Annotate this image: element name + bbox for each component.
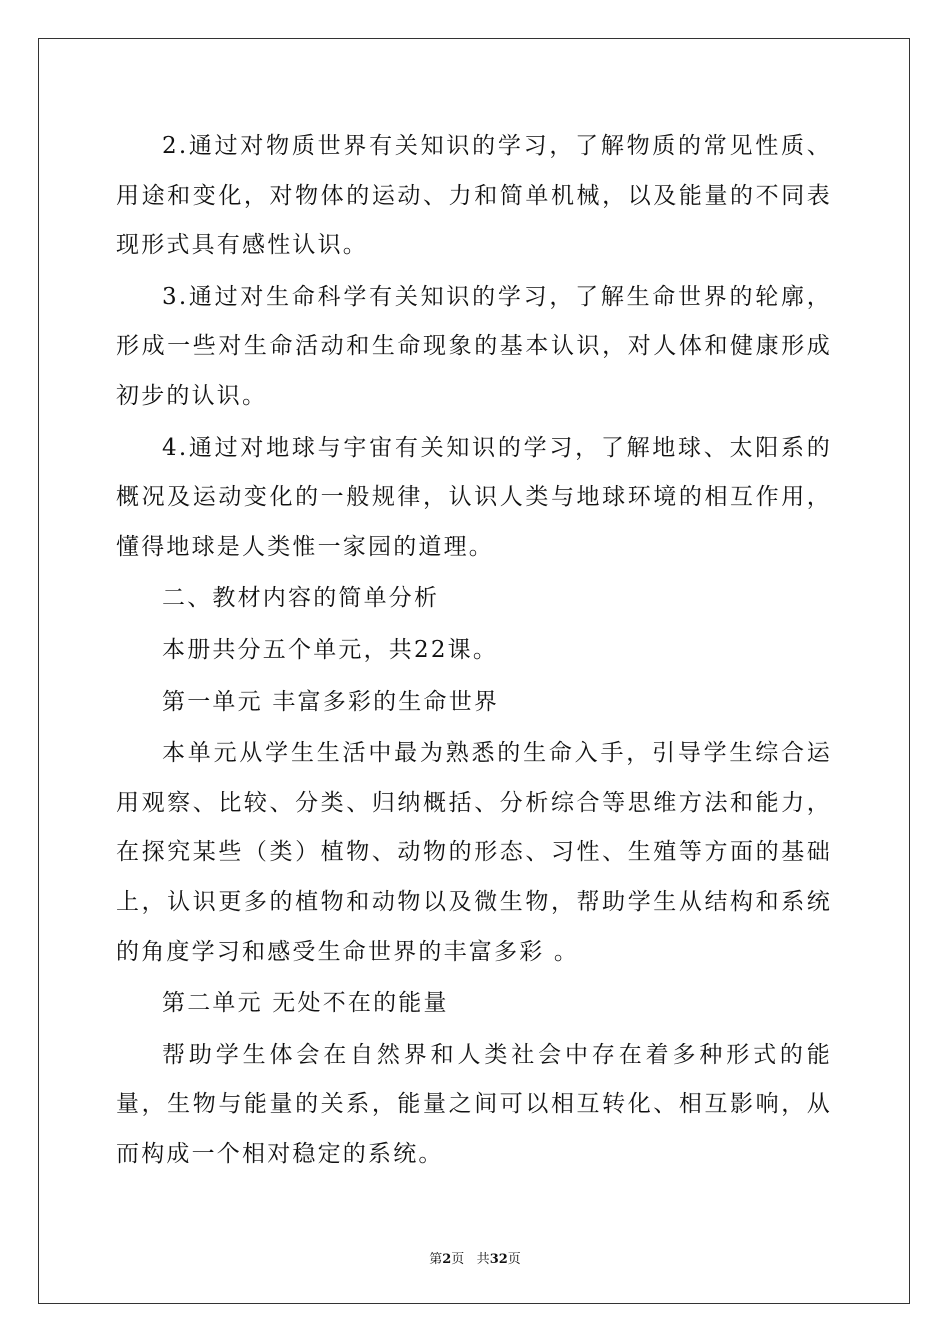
document-body xyxy=(116,122,832,1181)
footer-total-prefix: 共 xyxy=(476,1252,490,1267)
section-heading: 二、教材内容的简单分析 xyxy=(162,585,440,612)
paragraph-overview: 本册共分五个单元，共22课。 xyxy=(162,636,499,663)
unit-1-description: 本单元从学生生活中最为熟悉的生命入手，引导学生综合运用观察、比较、分类、归纳概括、分析综合等思维方法和能力，在探究某些（类）植物、动物的形态、习性、生殖等方面的基础上，认识更多的植物和动物以及微生物，帮助学生从结构和系统的角度学习和感受生命世界的丰富多彩 。 xyxy=(116,740,832,965)
unit-2-heading: 第二单元 无处不在的能量 xyxy=(162,990,449,1017)
unit-2-description: 帮助学生体会在自然界和人类社会中存在着多种形式的能量，生物与能量的关系，能量之间可以相互转化、相互影响，从而构成一个相对稳定的系统。 xyxy=(116,1041,832,1167)
paragraph-objective-3: 3.通过对生命科学有关知识的学习，了解生命世界的轮廓，形成一些对生命活动和生命现象的基本认识，对人体和健康形成初步的认识。 xyxy=(116,283,832,409)
unit-1-heading: 第一单元 丰富多彩的生命世界 xyxy=(162,688,500,715)
footer-total-suffix: 页 xyxy=(507,1252,521,1267)
paragraph-objective-2: 2.通过对物质世界有关知识的学习，了解物质的常见性质、用途和变化，对物体的运动、力和简单机械，以及能量的不同表现形式具有感性认识。 xyxy=(116,133,832,259)
current-page-number: 2 xyxy=(442,1252,452,1267)
footer-prefix: 第 xyxy=(429,1252,443,1267)
paragraph-objective-4: 4.通过对地球与宇宙有关知识的学习，了解地球、太阳系的概况及运动变化的一般规律，认识人类与地球环境的相互作用，懂得地球是人类惟一家园的道理。 xyxy=(116,434,832,560)
footer-page-suffix: 页 xyxy=(451,1252,465,1267)
page-footer xyxy=(0,1248,950,1267)
total-pages-number: 32 xyxy=(489,1252,508,1267)
